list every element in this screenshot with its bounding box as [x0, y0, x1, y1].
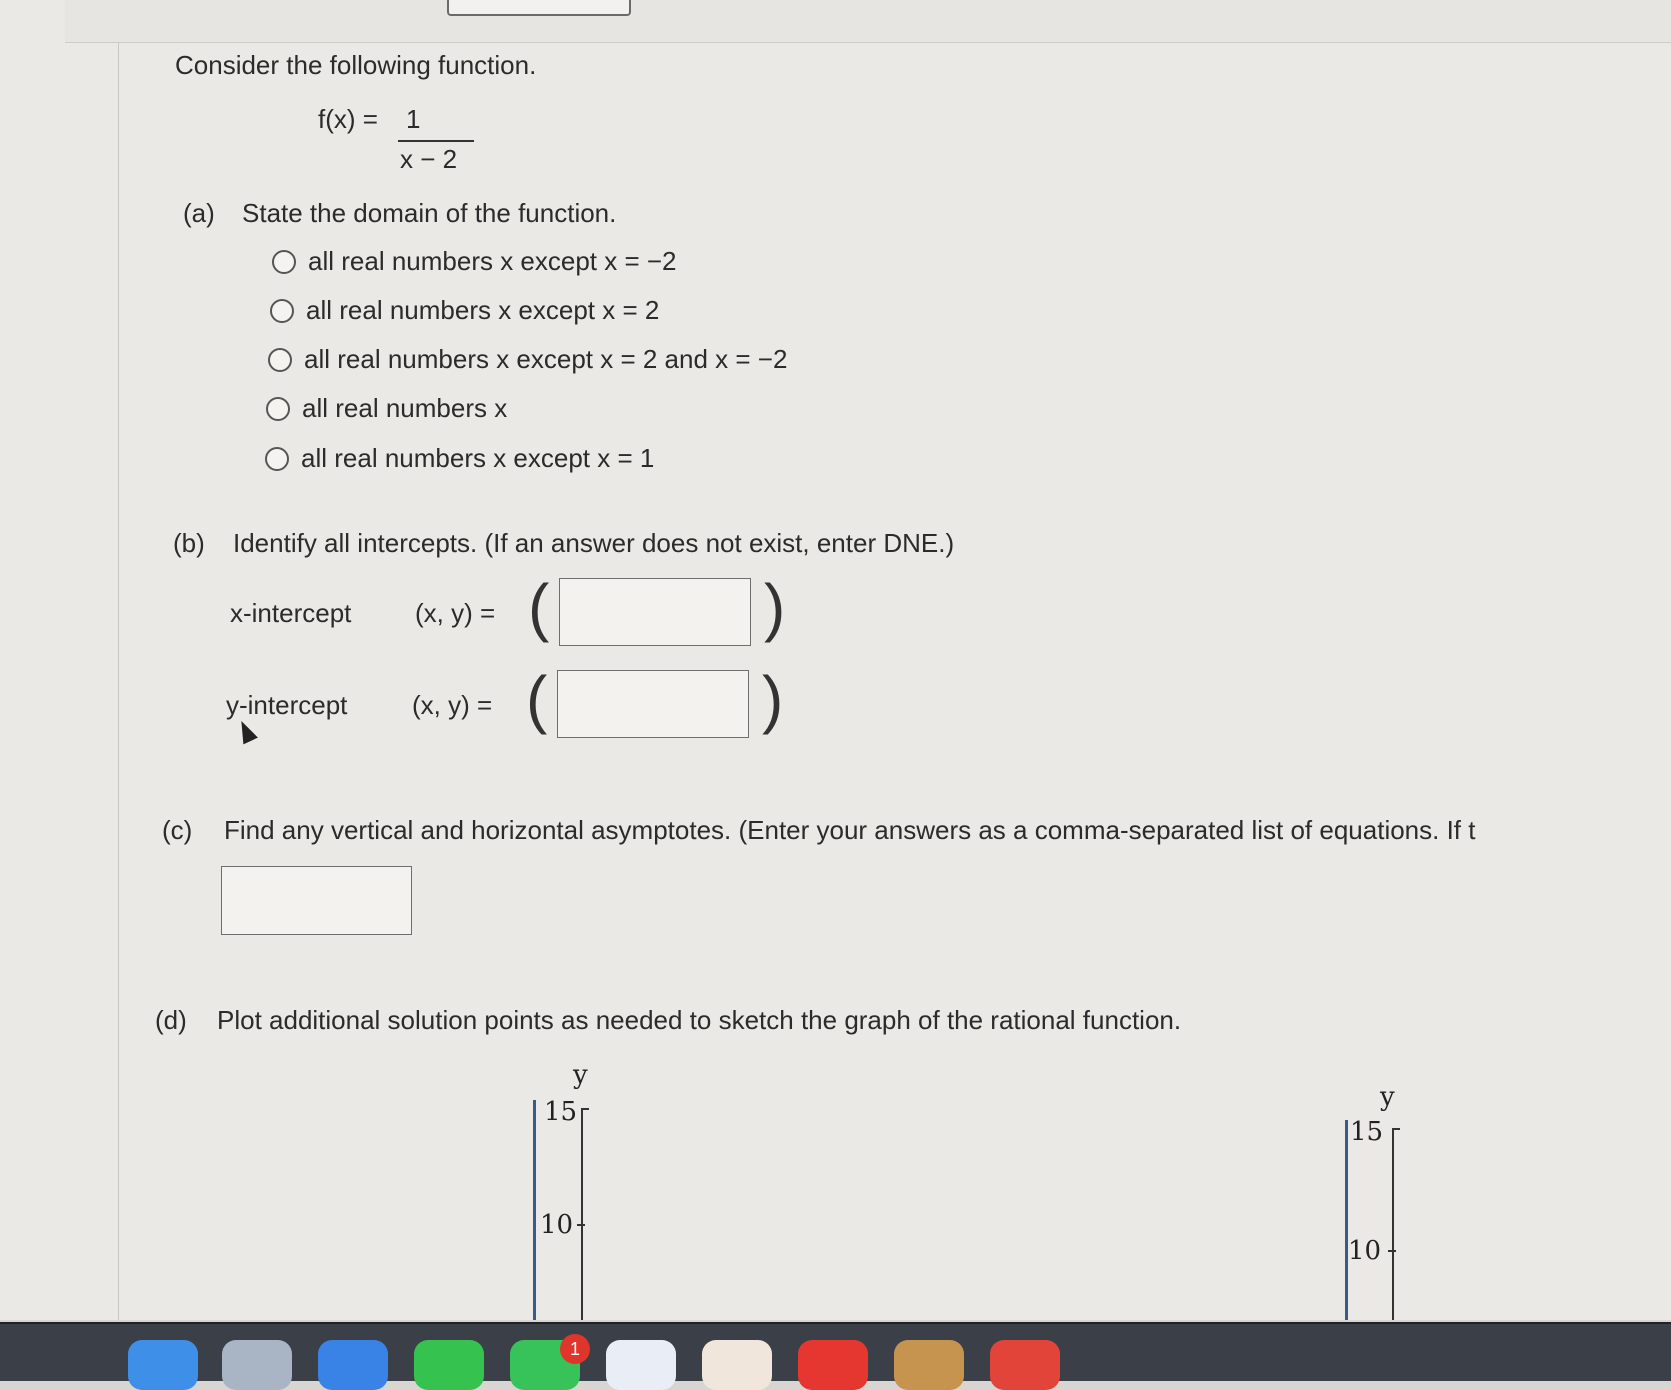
y-axis-label: y [1380, 1082, 1395, 1112]
domain-option-5[interactable] [265, 443, 654, 474]
top-bar [65, 0, 1671, 43]
part-c-label: (c) [162, 815, 193, 845]
tick-mark [1392, 1128, 1400, 1130]
option-label: all real numbers x [302, 393, 508, 423]
function-denominator: x − 2 [400, 144, 458, 174]
y-axis-label: y [573, 1060, 588, 1090]
tick-mark [577, 1224, 585, 1226]
part-a-label: (a) [183, 198, 215, 228]
margin-divider [118, 42, 119, 1320]
finder-icon[interactable] [128, 1340, 198, 1390]
tick-mark [581, 1108, 589, 1110]
domain-option-2[interactable] [270, 295, 659, 326]
y-tick-10: 10 [1348, 1236, 1382, 1266]
function-lhs: f(x) = [318, 104, 378, 134]
x-intercept-label: x-intercept [230, 598, 352, 628]
part-d-label: (d) [155, 1005, 187, 1035]
radio-button[interactable] [268, 348, 292, 372]
intro-text: Consider the following function. [175, 50, 537, 80]
facetime-icon[interactable] [414, 1340, 484, 1390]
mail-icon[interactable] [318, 1340, 388, 1390]
domain-option-3[interactable] [268, 344, 787, 375]
fraction-bar [398, 140, 474, 142]
y-intercept-input[interactable] [557, 670, 749, 738]
notification-badge: 1 [560, 1334, 590, 1364]
radio-button[interactable] [270, 299, 294, 323]
calendar-icon[interactable] [990, 1340, 1060, 1390]
open-paren: ( [528, 571, 550, 643]
photos-icon[interactable] [702, 1340, 772, 1390]
part-b-prompt: Identify all intercepts. (If an answer does not exist, enter DNE.) [233, 528, 955, 558]
graph-border [1345, 1120, 1348, 1320]
y-tick-10: 10 [540, 1210, 574, 1240]
x-intercept-pair-label: (x, y) = [415, 598, 496, 628]
close-paren: ) [764, 571, 786, 643]
y-axis [581, 1108, 583, 1320]
x-intercept-input[interactable] [559, 578, 751, 646]
part-d-prompt: Plot additional solution points as needed to sketch the graph of the rational function. [217, 1005, 1182, 1035]
top-tab[interactable] [447, 0, 631, 16]
y-tick-15: 15 [544, 1097, 578, 1127]
domain-option-4[interactable] [266, 393, 507, 424]
tick-mark [1388, 1250, 1396, 1252]
part-c-prompt: Find any vertical and horizontal asymptotes. (Enter your answers as a comma-separated list of equations. If t [224, 815, 1476, 845]
option-label: all real numbers x except x = 1 [301, 443, 655, 473]
function-formula [318, 104, 458, 174]
radio-button[interactable] [266, 397, 290, 421]
part-b-label: (b) [173, 528, 205, 558]
option-label: all real numbers x except x = 2 and x = −2 [304, 344, 788, 374]
launchpad-icon[interactable] [222, 1340, 292, 1390]
function-numerator: 1 [406, 104, 421, 134]
radio-button[interactable] [272, 250, 296, 274]
part-a-prompt: State the domain of the function. [242, 198, 617, 228]
y-tick-15: 15 [1350, 1117, 1384, 1147]
open-paren: ( [526, 663, 548, 735]
graph-border [533, 1100, 536, 1320]
mouse-cursor-icon [234, 718, 258, 745]
domain-option-1[interactable] [272, 246, 677, 277]
notes-icon[interactable] [894, 1340, 964, 1390]
radio-button[interactable] [265, 447, 289, 471]
y-intercept-label: y-intercept [226, 690, 348, 720]
asymptotes-input[interactable] [221, 866, 412, 935]
y-axis [1392, 1128, 1394, 1320]
maps-icon[interactable] [606, 1340, 676, 1390]
option-label: all real numbers x except x = 2 [306, 295, 660, 325]
y-intercept-pair-label: (x, y) = [412, 690, 493, 720]
music-icon[interactable] [798, 1340, 868, 1390]
option-label: all real numbers x except x = −2 [308, 246, 677, 276]
close-paren: ) [762, 663, 784, 735]
